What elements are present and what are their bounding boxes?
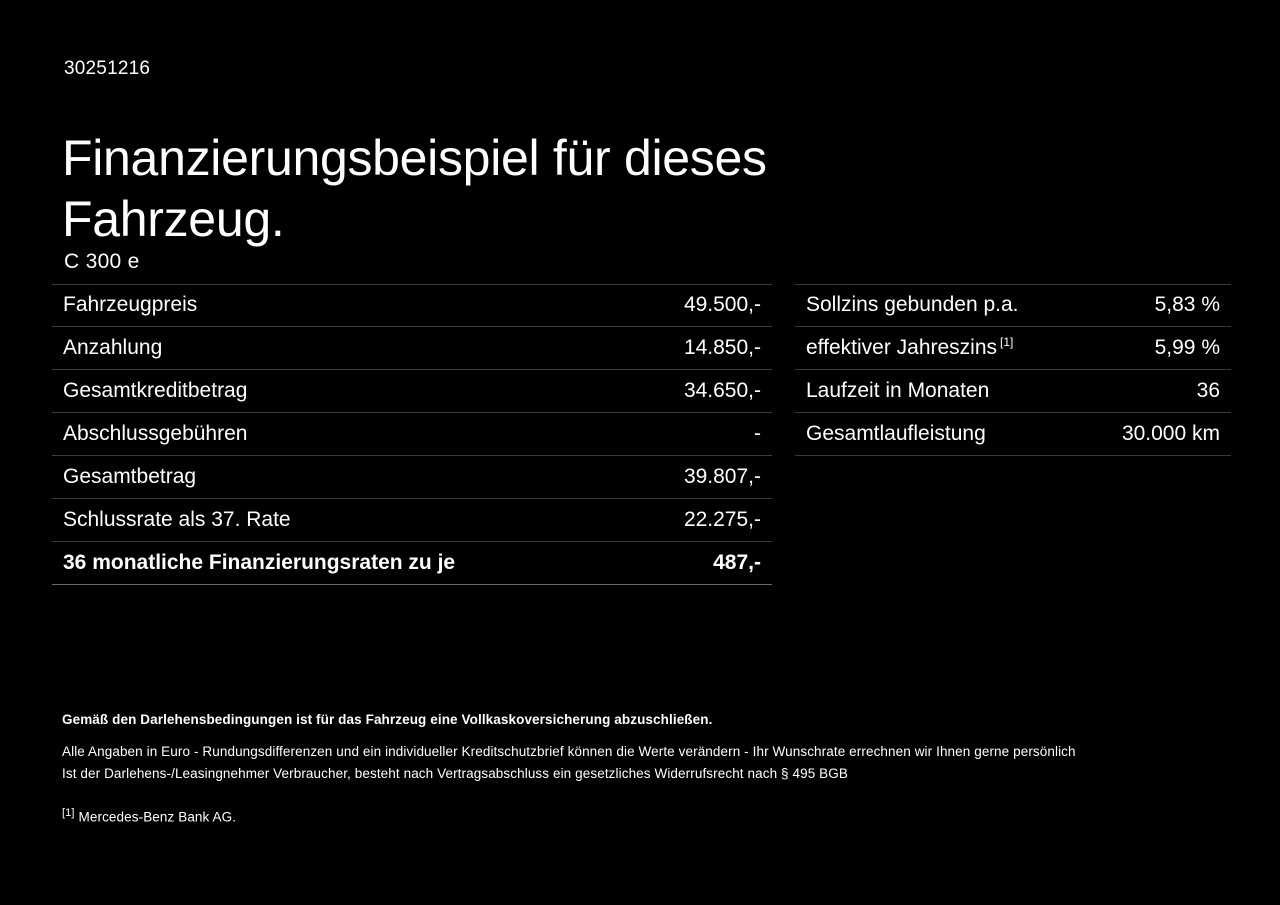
footnote-line-2: Ist der Darlehens-/Leasingnehmer Verbraucher, besteht nach Vertragsabschluss ein gesetzliches Widerrufsrecht nach § 495 BGB	[62, 765, 848, 781]
table-row	[52, 413, 772, 456]
table-row	[52, 456, 772, 499]
row-value: 14.850,-	[683, 336, 761, 359]
footnote-reference-text: Mercedes-Benz Bank AG.	[78, 809, 237, 825]
row-label: Abschlussgebühren	[63, 422, 248, 445]
footnote-highlight: Gemäß den Darlehensbedingungen ist für das Fahrzeug eine Vollkaskoversicherung abzuschließen.	[62, 712, 713, 727]
row-value: 30.000 km	[1121, 422, 1220, 445]
row-value: 5,83 %	[1154, 293, 1220, 316]
table-row	[52, 370, 772, 413]
row-label: Gesamtbetrag	[63, 465, 197, 488]
finance-table-right	[795, 284, 1231, 456]
table-row-monthly-rate	[52, 542, 772, 585]
row-label: effektiver Jahreszins [1]	[806, 335, 1014, 359]
footnote-marker: [1]	[1000, 335, 1014, 349]
table-row	[795, 284, 1231, 327]
row-value: 487,-	[713, 551, 761, 574]
table-row	[52, 499, 772, 542]
row-label: Gesamtkreditbetrag	[63, 379, 248, 402]
row-value: 5,99 %	[1154, 336, 1220, 359]
row-value: 34.650,-	[683, 379, 761, 402]
row-value: 39.807,-	[683, 465, 761, 488]
row-value: 36	[1196, 379, 1220, 402]
table-row	[52, 284, 772, 327]
table-row	[795, 370, 1231, 413]
finance-table-left	[52, 284, 772, 585]
row-label: Laufzeit in Monaten	[806, 379, 990, 402]
row-label: Sollzins gebunden p.a.	[806, 293, 1019, 316]
footnotes-block	[62, 712, 1222, 824]
table-row	[795, 413, 1231, 456]
vehicle-model-label: C 300 e	[64, 250, 140, 273]
row-label: Anzahlung	[63, 336, 163, 359]
table-row	[52, 327, 772, 370]
row-label: 36 monatliche Finanzierungsraten zu je	[63, 551, 456, 574]
footnote-line-1: Alle Angaben in Euro - Rundungsdifferenzen und ein individueller Kreditschutzbrief können die Werte verändern - Ihr Wunschrate errechnen wir Ihnen gerne persönlich	[62, 744, 1076, 759]
reference-id: 30251216	[64, 58, 151, 79]
row-label: Gesamtlaufleistung	[806, 422, 986, 445]
footnote-reference	[62, 807, 1222, 825]
row-value: 49.500,-	[683, 293, 761, 316]
row-label: Fahrzeugpreis	[63, 293, 198, 316]
table-row	[795, 327, 1231, 370]
page-title: Finanzierungsbeispiel für dieses Fahrzeug.	[62, 129, 767, 247]
row-label: Schlussrate als 37. Rate	[63, 508, 291, 531]
footnote-reference-marker: [1]	[62, 806, 75, 819]
row-value: -	[754, 422, 761, 445]
row-value: 22.275,-	[683, 508, 761, 531]
